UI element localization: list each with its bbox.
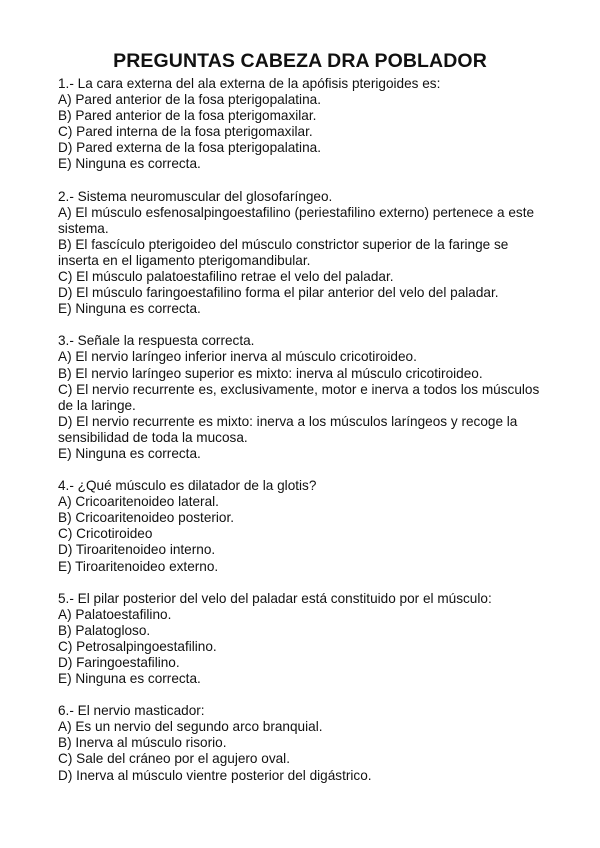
answer-option: D) Faringoestafilino. [58, 655, 180, 670]
answer-option: B) El fascículo pterigoideo del músculo constrictor superior de la faringe se inserta en el ligamento pterigomandibular. [58, 236, 509, 268]
answer-option: E) Ninguna es correcta. [58, 156, 201, 172]
page-title: PREGUNTAS CABEZA DRA POBLADOR [113, 50, 487, 72]
answer-option: A) Palatoestafilino. [58, 606, 172, 622]
answer-option: D) Inerva al músculo vientre posterior del digástrico. [58, 767, 372, 783]
question-1 [58, 76, 542, 173]
question-3 [58, 333, 542, 462]
answer-option: E) Ninguna es correcta. [58, 301, 201, 317]
question-4 [58, 478, 542, 575]
answer-option: A) Es un nervio del segundo arco branquial. [58, 719, 323, 735]
answer-option: B) El nervio laríngeo superior es mixto: inerva al músculo cricotiroideo. [58, 365, 483, 381]
question-stem: 1.- La cara externa del ala externa de la apófisis pterigoides es: [58, 76, 441, 91]
answer-option: C) Petrosalpingoestafilino. [58, 638, 217, 654]
question-2 [58, 189, 542, 318]
answer-option: E) Tiroaritenoideo externo. [58, 558, 219, 574]
answer-option: C) Pared interna de la fosa pterigomaxilar. [58, 124, 313, 140]
question-6 [58, 703, 542, 783]
answer-option: B) Pared anterior de la fosa pterigomaxilar. [58, 108, 317, 124]
answer-option: D) El músculo faringoestafilino forma el pilar anterior del velo del paladar. [58, 285, 499, 301]
question-stem: 2.- Sistema neuromuscular del glosofaríngeo. [58, 188, 333, 204]
question-stem: 5.- El pilar posterior del velo del paladar está constituido por el músculo: [58, 590, 492, 606]
answer-option: B) Palatogloso. [58, 622, 151, 638]
answer-option: C) El nervio recurrente es, exclusivamente, motor e inerva a todos los músculos de la laringe. [58, 381, 540, 413]
answer-option: D) Pared externa de la fosa pterigopalatina. [58, 140, 321, 156]
answer-option: A) El nervio laríngeo inferior inerva al músculo cricotiroideo. [58, 349, 417, 365]
answer-option: A) Pared anterior de la fosa pterigopalatina. [58, 92, 321, 108]
answer-option: C) Cricotiroideo [58, 526, 153, 542]
question-stem: 4.- ¿Qué músculo es dilatador de la glotis? [58, 478, 317, 494]
answer-option: C) El músculo palatoestafilino retrae el velo del paladar. [58, 269, 394, 285]
answer-option: B) Inerva al músculo risorio. [58, 735, 227, 751]
question-stem: 3.- Señale la respuesta correcta. [58, 333, 255, 349]
answer-option: C) Sale del cráneo por el agujero oval. [58, 751, 290, 767]
question-stem: 6.- El nervio masticador: [58, 703, 205, 719]
question-5 [58, 591, 542, 688]
answer-option: A) Cricoaritenoideo lateral. [58, 494, 219, 510]
answer-option: D) El nervio recurrente es mixto: inerva a los músculos laríngeos y recoge la sensibilidad de toda la mucosa. [58, 413, 518, 445]
answer-option: B) Cricoaritenoideo posterior. [58, 510, 235, 526]
answer-option: A) El músculo esfenosalpingoestafilino (periestafilino externo) pertenece a este sistema. [58, 204, 535, 236]
answer-option: D) Tiroaritenoideo interno. [58, 542, 216, 558]
answer-option: E) Ninguna es correcta. [58, 671, 201, 687]
answer-option: E) Ninguna es correcta. [58, 445, 201, 461]
